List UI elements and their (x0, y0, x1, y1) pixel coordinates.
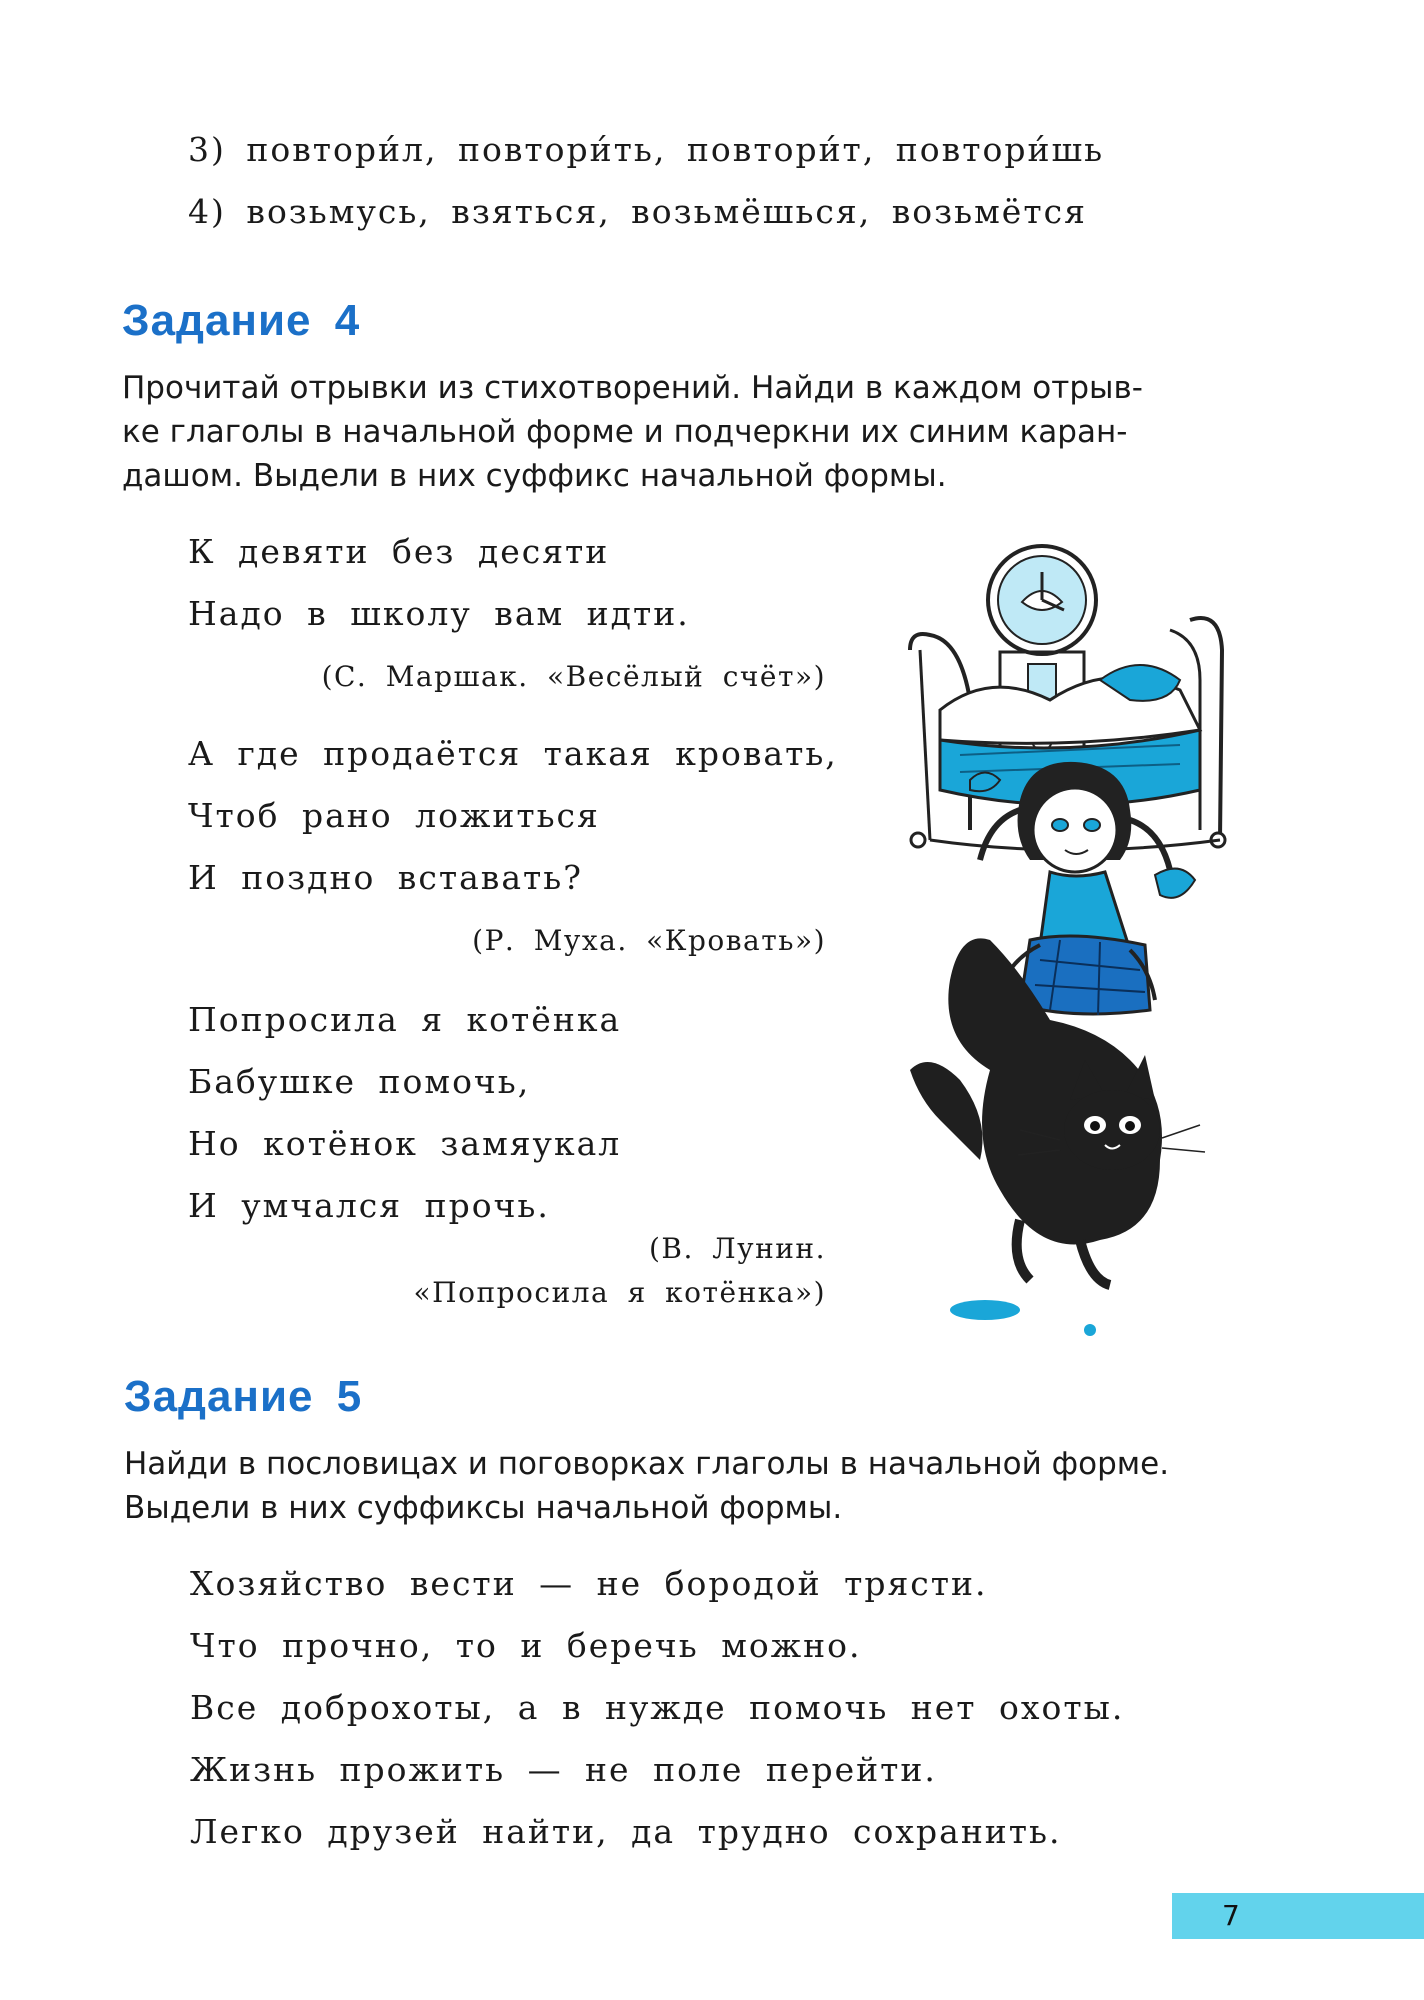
poem-2-line-3: И поздно вставать? (188, 858, 583, 897)
page-number: 7 (1222, 1899, 1240, 1932)
proverb-1: Хозяйство вести — не бородой трясти. (190, 1564, 988, 1603)
task-4-heading: Задание 4 (122, 296, 361, 345)
proverb-3: Все доброхоты, а в нужде помочь нет охоты. (190, 1688, 1125, 1727)
answer-variant-3: 3) повтори́л, повтори́ть, повтори́т, повтори́шь (188, 130, 1105, 169)
poem-1-source: (С. Маршак. «Весёлый счёт») (321, 660, 826, 693)
proverb-4: Жизнь прожить — не поле перейти. (190, 1750, 937, 1789)
poem-1-line-1: К девяти без десяти (188, 532, 610, 571)
poem-3-source-line-2: «Попросила я котёнка») (413, 1276, 826, 1309)
poem-3-line-1: Попросила я котёнка (188, 1000, 622, 1039)
poem-2-line-2: Чтоб рано ложиться (188, 796, 600, 835)
girl-kitten-illustration (900, 540, 1240, 1350)
poem-2-source: (Р. Муха. «Кровать») (472, 924, 826, 957)
proverb-2: Что прочно, то и беречь можно. (190, 1626, 862, 1665)
answer-variant-4: 4) возьмусь, взяться, возьмёшься, возьмётся (188, 192, 1087, 231)
task-4-instruction-line-3: дашом. Выдели в них суффикс начальной формы. (122, 458, 947, 494)
task-4-instruction-line-2: ке глаголы в начальной форме и подчеркни их синим каран- (122, 414, 1128, 450)
task-5-heading: Задание 5 (124, 1372, 363, 1421)
poem-3-line-2: Бабушке помочь, (188, 1062, 531, 1101)
poem-3-line-3: Но котёнок замяукал (188, 1124, 622, 1163)
poem-2-line-1: А где продаётся такая кровать, (188, 734, 838, 773)
task-5-instruction-line-1: Найди в пословицах и поговорках глаголы в начальной форме. (124, 1446, 1170, 1482)
task-4-instruction-line-1: Прочитай отрывки из стихотворений. Найди в каждом отрыв- (122, 370, 1143, 406)
page-number-tab (1172, 1893, 1424, 1939)
poem-3-line-4: И умчался прочь. (188, 1186, 550, 1225)
proverb-5: Легко друзей найти, да трудно сохранить. (190, 1812, 1062, 1851)
poem-3-source-line-1: (В. Лунин. (648, 1232, 826, 1265)
poem-1-line-2: Надо в школу вам идти. (188, 594, 690, 633)
task-5-instruction-line-2: Выдели в них суффиксы начальной формы. (124, 1490, 843, 1526)
